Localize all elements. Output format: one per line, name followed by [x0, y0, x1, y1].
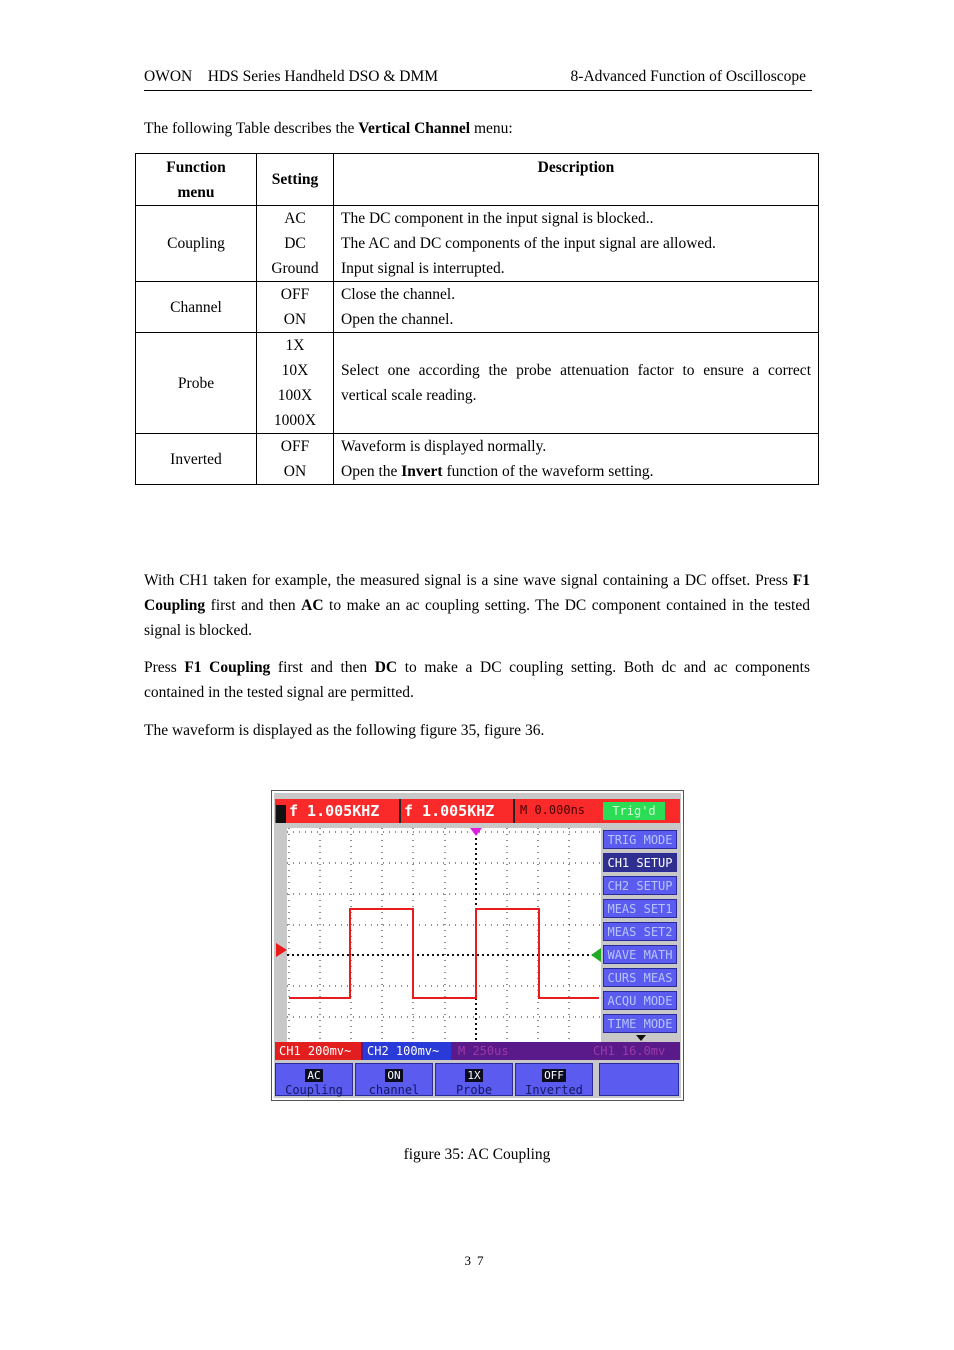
- scope-top-bar: [275, 799, 680, 823]
- header-function-menu: Function menu: [136, 154, 257, 206]
- menu-acqu-mode[interactable]: ACQU MODE: [603, 991, 677, 1010]
- settings-inverted: OFF ON: [257, 434, 334, 485]
- page-header: [144, 68, 812, 91]
- menu-meas-set1[interactable]: MEAS SET1: [603, 899, 677, 918]
- ch1-frequency: f 1.005KHZ: [289, 802, 380, 820]
- menu-curs-meas[interactable]: CURS MEAS: [603, 968, 677, 987]
- waveform-display: [287, 828, 601, 1043]
- f5-blank-button[interactable]: [599, 1063, 679, 1096]
- ch1-square-wave-trace: [289, 909, 599, 998]
- description-probe: Select one according the probe attenuation factor to ensure a correct vertical scale reading.: [334, 333, 819, 434]
- ch1-scale: CH1 200mv~: [275, 1042, 361, 1060]
- vertical-channel-table: [135, 153, 819, 485]
- paragraph-ac-coupling: With CH1 taken for example, the measured signal is a sine wave signal containing a DC offset. Press F1 Coupling first and then AC to make an ac coupling setting. The DC component contained in the tested signal is blocked.: [144, 572, 810, 639]
- table-row-channel: [136, 282, 819, 333]
- paragraph-dc-coupling: Press F1 Coupling first and then DC to make a DC coupling setting. Both dc and ac components contained in the tested signal are permitted.: [144, 659, 810, 701]
- f1-coupling-button[interactable]: AC Coupling: [275, 1063, 353, 1096]
- trigger-level: CH1 16.0mv: [593, 1044, 666, 1058]
- settings-channel: OFF ON: [257, 282, 334, 333]
- f4-inverted-button[interactable]: OFF Inverted: [515, 1063, 593, 1096]
- menu-meas-set2[interactable]: MEAS SET2: [603, 922, 677, 941]
- function-probe: Probe: [136, 333, 257, 434]
- menu-ch1-setup[interactable]: CH1 SETUP: [603, 853, 677, 872]
- header-description: Description: [334, 154, 819, 206]
- description-coupling: The DC component in the input signal is blocked.. The AC and DC components of the input signal are allowed. Input signal is interrupted.: [334, 206, 819, 282]
- oscilloscope-figure: [271, 790, 684, 1101]
- header-left: OWON HDS Series Handheld DSO & DMM: [144, 68, 439, 85]
- figure-caption: figure 35: AC Coupling: [403, 1146, 551, 1163]
- function-inverted: Inverted: [136, 434, 257, 485]
- trigger-time-offset: M 0.000ns: [520, 803, 586, 817]
- f2-channel-button[interactable]: ON channel: [355, 1063, 433, 1096]
- f3-probe-button[interactable]: 1X Probe: [435, 1063, 513, 1096]
- table-header-row: [136, 154, 819, 206]
- settings-coupling: AC DC Ground: [257, 206, 334, 282]
- channel-marker-icon: [276, 805, 286, 823]
- menu-ch2-setup[interactable]: CH2 SETUP: [603, 876, 677, 895]
- table-row-inverted: [136, 434, 819, 485]
- header-right: 8-Advanced Function of Oscilloscope: [570, 68, 806, 85]
- top-bar-divider: [399, 799, 401, 823]
- menu-scroll-down-icon[interactable]: [636, 1035, 646, 1041]
- timebase: M 250us: [458, 1044, 509, 1058]
- function-channel: Channel: [136, 282, 257, 333]
- ch2-scale: CH2 100mv~: [363, 1042, 451, 1060]
- trigger-level-marker-icon: [591, 948, 601, 962]
- description-inverted: Waveform is displayed normally. Open the Invert function of the waveform setting.: [334, 434, 819, 485]
- function-coupling: Coupling: [136, 206, 257, 282]
- trigger-position-marker-icon: [470, 828, 482, 836]
- top-bar-divider: [513, 799, 515, 823]
- header-setting: Setting: [257, 154, 334, 206]
- scope-status-bar: [275, 1042, 680, 1060]
- menu-wave-math[interactable]: WAVE MATH: [603, 945, 677, 964]
- page-number: 37: [464, 1253, 490, 1268]
- ch2-frequency: f 1.005KHZ: [404, 802, 495, 820]
- waveform-graticule: [287, 828, 601, 1043]
- table-intro: The following Table describes the Vertical Channel menu:: [144, 120, 513, 137]
- paragraph-figures-ref: The waveform is displayed as the following figure 35, figure 36.: [144, 722, 545, 739]
- table-row-coupling: [136, 206, 819, 282]
- oscilloscope-screen: [274, 793, 681, 1098]
- menu-time-mode[interactable]: TIME MODE: [603, 1014, 677, 1033]
- description-channel: Close the channel. Open the channel.: [334, 282, 819, 333]
- ch1-ground-marker-icon: [276, 943, 288, 957]
- settings-probe: 1X 10X 100X 1000X: [257, 333, 334, 434]
- menu-trig-mode[interactable]: TRIG MODE: [603, 830, 677, 849]
- trigger-status-badge: Trig'd: [603, 802, 665, 820]
- table-row-probe: [136, 333, 819, 434]
